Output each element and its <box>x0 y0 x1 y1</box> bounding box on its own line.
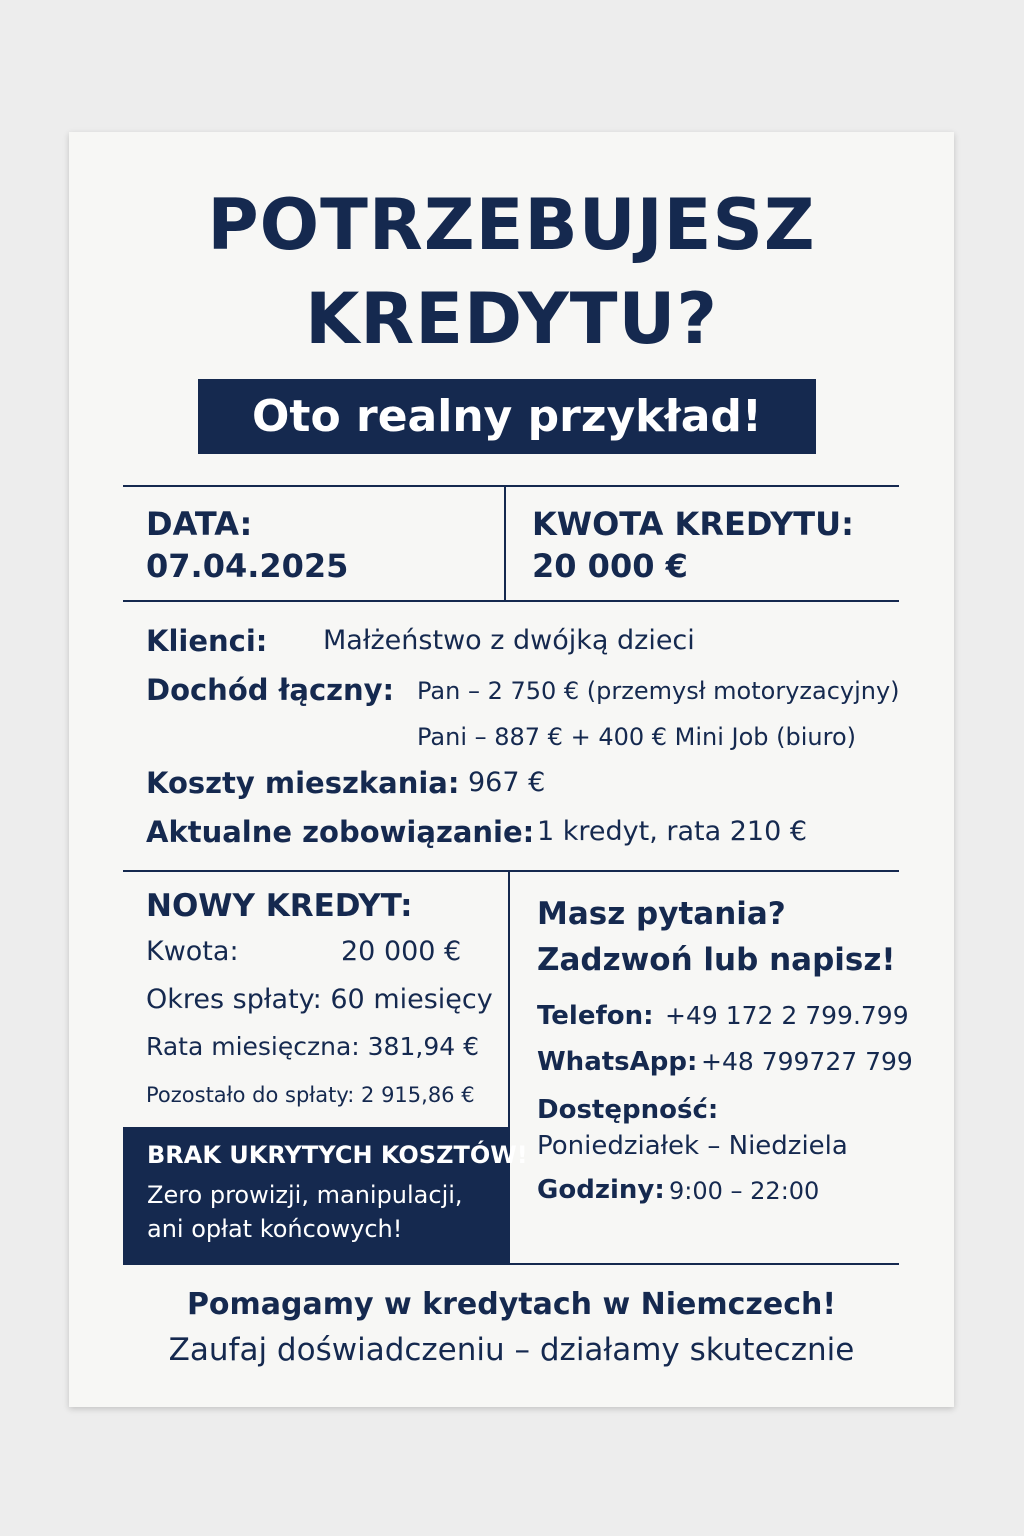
availability-value: Poniedziałek – Niedziela <box>537 1131 848 1161</box>
divider-top <box>123 485 899 487</box>
poster <box>69 132 954 1407</box>
clients-label: Klienci: <box>146 624 268 658</box>
amount-label: KWOTA KREDYTU: <box>532 505 854 543</box>
no-hidden-costs-box <box>123 1127 528 1263</box>
new-credit-rate-value: 381,94 € <box>367 1032 479 1061</box>
housing-value: 967 € <box>468 767 546 798</box>
divider-lower-top <box>123 870 899 872</box>
footer-line2: Zaufaj doświadczeniu – działamy skutecznie <box>168 1332 855 1368</box>
new-credit-term-label: Okres spłaty: <box>146 984 322 1015</box>
income-label: Dochód łączny: <box>146 673 395 707</box>
new-credit-heading: NOWY KREDYT: <box>146 888 413 924</box>
headline-banner: Oto realny przykład! <box>198 379 816 454</box>
income-line2: Pani – 887 € + 400 € Mini Job (biuro) <box>417 723 857 751</box>
no-hidden-costs-line1: Zero prowizji, manipulacji, <box>147 1181 463 1209</box>
phone-value[interactable]: +49 172 2 799.799 <box>665 1001 909 1030</box>
new-credit-term <box>146 984 493 1015</box>
new-credit-rate-label: Rata miesięczna: <box>146 1032 360 1061</box>
date-label: DATA: <box>146 505 253 543</box>
footer-line1: Pomagamy w kredytach w Niemczech! <box>186 1287 837 1322</box>
whatsapp-label: WhatsApp: <box>537 1047 698 1077</box>
housing-label: Koszty mieszkania: <box>146 766 460 800</box>
date-value: 07.04.2025 <box>146 547 349 585</box>
new-credit-term-value: 60 miesięcy <box>330 984 493 1015</box>
whatsapp-value[interactable]: +48 799727 799 <box>701 1047 913 1076</box>
no-hidden-costs-line2: ani opłat końcowych! <box>147 1215 403 1243</box>
income-line1: Pan – 2 750 € (przemysł motoryzacyjny) <box>417 677 900 705</box>
divider-summary-vertical <box>504 485 506 601</box>
new-credit-remaining-label: Pozostało do spłaty: <box>146 1083 355 1107</box>
obligation-label: Aktualne zobowiązanie: <box>146 815 535 849</box>
new-credit-remaining <box>146 1083 475 1107</box>
hours-label: Godziny: <box>537 1175 665 1205</box>
divider-lower-bottom <box>123 1263 899 1265</box>
availability-label: Dostępność: <box>537 1095 719 1125</box>
new-credit-rate <box>146 1032 479 1061</box>
contact-heading2: Zadzwoń lub napisz! <box>537 942 896 978</box>
headline-line1: POTRZEBUJESZ <box>207 184 816 266</box>
headline-line2: KREDYTU? <box>305 278 718 360</box>
new-credit-amount-label: Kwota: <box>146 936 239 967</box>
new-credit-remaining-value: 2 915,86 € <box>361 1083 475 1107</box>
new-credit-amount-value: 20 000 € <box>341 936 462 967</box>
amount-value: 20 000 € <box>532 547 688 585</box>
phone-label: Telefon: <box>537 1001 654 1031</box>
clients-value: Małżeństwo z dwójką dzieci <box>323 625 695 656</box>
no-hidden-costs-heading: BRAK UKRYTYCH KOSZTÓW! <box>147 1141 528 1169</box>
obligation-value: 1 kredyt, rata 210 € <box>537 816 808 847</box>
contact-heading1: Masz pytania? <box>537 896 786 932</box>
hours-value: 9:00 – 22:00 <box>669 1177 820 1205</box>
divider-summary-bottom <box>123 600 899 602</box>
